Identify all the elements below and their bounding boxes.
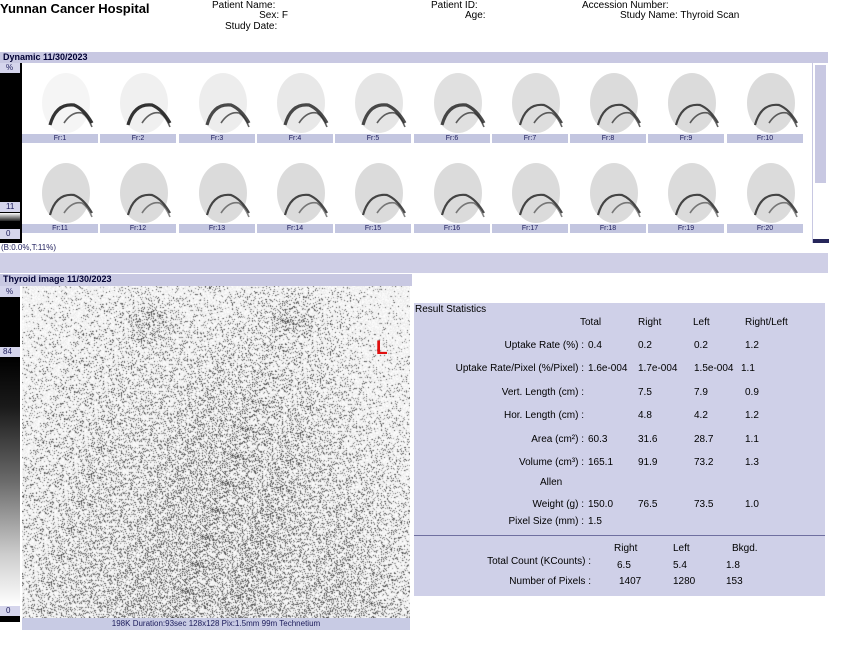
dynamic-title: Dynamic 11/30/2023: [3, 52, 88, 62]
stats-row: [414, 339, 825, 353]
dynamic-frame[interactable]: [335, 153, 411, 233]
patient-id-label: Patient ID:: [431, 0, 478, 11]
counts-col-left: Left: [673, 543, 690, 554]
col-right: Right: [638, 317, 662, 328]
dynamic-frame[interactable]: [648, 153, 724, 233]
frame-image: [648, 153, 724, 224]
dynamic-frame[interactable]: [100, 153, 176, 233]
thyroid-title: Thyroid image 11/30/2023: [3, 274, 112, 284]
stats-separator: [414, 535, 825, 536]
frame-label: Fr:5: [335, 134, 411, 143]
counts-col-bkgd: Bkgd.: [732, 543, 758, 554]
dynamic-scale-max-box: [0, 202, 20, 212]
stats-row-total: 1.6e-004: [588, 363, 628, 374]
num-pixels-right: 1407: [619, 576, 642, 587]
frame-image: [100, 63, 176, 134]
frame-label: Fr:12: [100, 224, 176, 233]
stats-row-label: Hor. Length (cm) :: [503, 410, 584, 421]
stats-row-label: Uptake Rate (%) :: [504, 340, 584, 351]
dynamic-frame[interactable]: [492, 63, 568, 143]
dynamic-footer-bar: [0, 243, 828, 253]
num-pixels-bkgd: 153: [726, 576, 743, 587]
dynamic-color-scale: [0, 63, 22, 243]
stats-row-right: 31.6: [638, 434, 658, 445]
stats-row-ratio: 0.9: [745, 387, 759, 398]
study-name-value: Thyroid Scan: [680, 10, 740, 21]
frame-image: [414, 153, 490, 224]
frame-image: [257, 63, 333, 134]
thyroid-scale-min-box: [0, 606, 20, 616]
stats-row-ratio: 1.1: [745, 434, 759, 445]
frame-image: [492, 63, 568, 134]
stats-row-right: 7.5: [638, 387, 652, 398]
counts-col-right: Right: [614, 543, 638, 554]
dynamic-frame[interactable]: [570, 153, 646, 233]
dynamic-frame[interactable]: [257, 63, 333, 143]
counts-header-row: [414, 542, 825, 556]
frame-image: [22, 153, 98, 224]
stats-row-total: 0.4: [588, 340, 602, 351]
age-label: Age:: [465, 10, 486, 21]
num-pixels-label: Number of Pixels :: [509, 576, 591, 587]
dynamic-gradient: [0, 213, 20, 221]
method-name: Allen: [540, 477, 563, 488]
frame-label: Fr:16: [414, 224, 490, 233]
stats-row-label: Vert. Length (cm) :: [501, 387, 584, 398]
hospital-name: Yunnan Cancer Hospital: [0, 1, 150, 16]
frame-image: [414, 63, 490, 134]
stats-row: [414, 386, 825, 400]
study-date-row: [225, 22, 277, 32]
total-count-right: 6.5: [617, 560, 631, 571]
frame-image: [492, 153, 568, 224]
frame-label: Fr:7: [492, 134, 568, 143]
stats-row-ratio: 1.2: [745, 410, 759, 421]
frame-label: Fr:19: [648, 224, 724, 233]
thyroid-scale-bottom: [0, 616, 20, 622]
dynamic-frame[interactable]: [727, 63, 803, 143]
dynamic-frame[interactable]: [257, 153, 333, 233]
stats-row-total: 60.3: [588, 434, 608, 445]
frame-label: Fr:18: [570, 224, 646, 233]
frame-image: [257, 153, 333, 224]
weight-row: [414, 498, 825, 512]
frame-label: Fr:3: [179, 134, 255, 143]
dynamic-footer: (B:0.0%,T:11%): [1, 243, 56, 252]
study-date-label: Study Date:: [225, 21, 278, 32]
thyroid-unit-box: [0, 286, 20, 297]
result-statistics-panel: [414, 303, 825, 596]
stats-row-right: 91.9: [638, 457, 658, 468]
frame-label: Fr:17: [492, 224, 568, 233]
thyroid-title-bar: [0, 274, 412, 286]
frame-label: Fr:9: [648, 134, 724, 143]
col-left: Left: [693, 317, 710, 328]
stats-row-left: 7.9: [694, 387, 708, 398]
study-name-row: [620, 11, 739, 21]
frame-label: Fr:1: [22, 134, 98, 143]
dynamic-title-bar: [0, 52, 828, 63]
sex-value: F: [281, 10, 288, 21]
frame-label: Fr:4: [257, 134, 333, 143]
dynamic-frame[interactable]: [179, 153, 255, 233]
stats-row-ratio: 1.2: [745, 340, 759, 351]
thyroid-gradient: [0, 357, 20, 606]
dynamic-frame[interactable]: [22, 153, 98, 233]
stats-row-ratio: 1.1: [741, 363, 755, 374]
frame-label: Fr:2: [100, 134, 176, 143]
stats-row-left: 4.2: [694, 410, 708, 421]
pixel-size-value: 1.5: [588, 516, 602, 527]
weight-ratio: 1.0: [745, 499, 759, 510]
frame-image: [648, 63, 724, 134]
accession-label: Accession Number:: [582, 0, 669, 11]
patient-name-label: Patient Name:: [212, 0, 276, 11]
stats-row: [414, 456, 825, 470]
dynamic-frame[interactable]: [492, 153, 568, 233]
num-pixels-left: 1280: [673, 576, 696, 587]
stats-row-left: 28.7: [694, 434, 714, 445]
dynamic-unit-box: [0, 63, 20, 73]
stats-row: [414, 362, 825, 376]
frame-image: [335, 153, 411, 224]
frame-label: Fr:8: [570, 134, 646, 143]
stats-row-label: Area (cm²) :: [531, 434, 584, 445]
sex-label: Sex:: [259, 10, 280, 21]
frame-label: Fr:20: [727, 224, 803, 233]
frame-image: [335, 63, 411, 134]
dynamic-scale-min: 0: [6, 229, 11, 238]
frame-image: [570, 153, 646, 224]
dynamic-frame[interactable]: [414, 153, 490, 233]
thyroid-scale-top: [0, 297, 20, 347]
dynamic-scale-max: 11: [6, 202, 15, 211]
stats-row-right: 4.8: [638, 410, 652, 421]
frame-image: [727, 153, 803, 224]
total-count-row: [414, 555, 825, 569]
frame-label: Fr:6: [414, 134, 490, 143]
dynamic-scale-min-box: [0, 229, 20, 239]
age-row: [465, 11, 486, 21]
thyroid-footer-bar: [22, 618, 410, 630]
weight-right: 76.5: [638, 499, 658, 510]
stats-row-label: Volume (cm³) :: [518, 457, 584, 468]
stats-header-row: [414, 316, 825, 330]
thyroid-unit: %: [6, 287, 14, 296]
thyroid-scale-max-box: [0, 347, 20, 357]
stats-row-right: 1.7e-004: [638, 363, 678, 374]
thyroid-scan-canvas: [22, 286, 410, 618]
col-total: Total: [580, 317, 602, 328]
frame-image: [179, 63, 255, 134]
frame-image: [727, 63, 803, 134]
frame-label: Fr:14: [257, 224, 333, 233]
dynamic-frame[interactable]: [335, 63, 411, 143]
stats-row: [414, 409, 825, 423]
dynamic-frame[interactable]: [179, 63, 255, 143]
dynamic-frame[interactable]: [22, 63, 98, 143]
stats-row-total: 165.1: [588, 457, 614, 468]
frame-image: [22, 63, 98, 134]
dynamic-frame[interactable]: [414, 63, 490, 143]
dynamic-scrollbar[interactable]: [812, 63, 828, 243]
thyroid-footer: 198K Duration:93sec 128x128 Pix:1.5mm 99m Technetium: [111, 619, 321, 628]
left-side-marker: L: [376, 338, 388, 359]
stats-row-left: 0.2: [694, 340, 708, 351]
frame-label: Fr:10: [727, 134, 803, 143]
num-pixels-row: [414, 575, 825, 589]
dynamic-unit: %: [6, 63, 14, 72]
pixel-size-row: [414, 515, 825, 529]
frame-image: [100, 153, 176, 224]
frame-image: [570, 63, 646, 134]
dynamic-frame[interactable]: [100, 63, 176, 143]
thyroid-color-scale: [0, 286, 20, 622]
dynamic-frame[interactable]: [727, 153, 803, 233]
stats-row-right: 0.2: [638, 340, 652, 351]
stats-row-left: 73.2: [694, 457, 714, 468]
frame-label: Fr:11: [22, 224, 98, 233]
weight-total: 150.0: [588, 499, 614, 510]
stats-title: Result Statistics: [415, 304, 487, 315]
total-count-bkgd: 1.8: [726, 560, 740, 571]
thyroid-scale-min: 0: [6, 606, 11, 615]
dynamic-bottom-strip: [0, 253, 828, 273]
sex-row: [246, 11, 288, 21]
weight-label: Weight (g) :: [532, 499, 584, 510]
weight-left: 73.5: [694, 499, 714, 510]
frame-label: Fr:15: [335, 224, 411, 233]
stats-row-ratio: 1.3: [745, 457, 759, 468]
col-ratio: Right/Left: [745, 317, 788, 328]
dynamic-frame[interactable]: [570, 63, 646, 143]
pixel-size-label: Pixel Size (mm) :: [508, 516, 584, 527]
dynamic-frames-grid: [22, 63, 812, 243]
method-row: [414, 476, 825, 490]
stats-row-label: Uptake Rate/Pixel (%/Pixel) :: [455, 363, 584, 374]
total-count-label: Total Count (KCounts) :: [487, 556, 591, 567]
stats-row: [414, 433, 825, 447]
thyroid-scan-image: [22, 286, 410, 618]
stats-row-left: 1.5e-004: [694, 363, 734, 374]
frame-label: Fr:13: [179, 224, 255, 233]
thyroid-scale-max: 84: [3, 347, 12, 356]
frame-image: [179, 153, 255, 224]
total-count-left: 5.4: [673, 560, 687, 571]
dynamic-frame[interactable]: [648, 63, 724, 143]
dynamic-scrollbar-thumb[interactable]: [815, 65, 826, 183]
study-name-label: Study Name:: [620, 10, 678, 21]
